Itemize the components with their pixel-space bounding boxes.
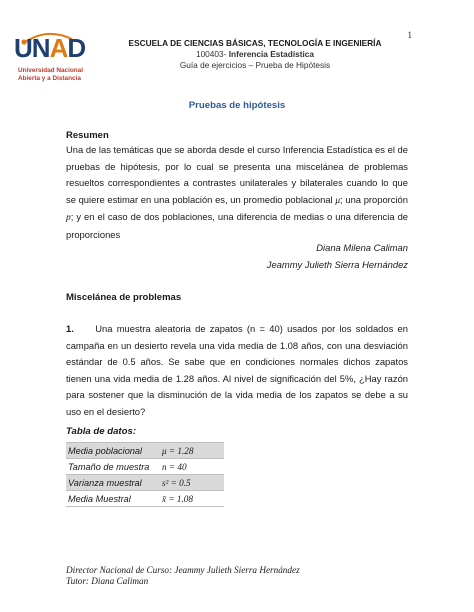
row-label: Media Muestral bbox=[66, 491, 156, 507]
row-label: Tamaño de muestra bbox=[66, 459, 156, 475]
row-label: Media poblacional bbox=[66, 443, 156, 459]
school-name: ESCUELA DE CIENCIAS BÁSICAS, TECNOLOGÍA E INGENIERÍA bbox=[128, 38, 382, 48]
document-title: Pruebas de hipótesis bbox=[188, 100, 286, 111]
row-value: s² = 0.5 bbox=[156, 475, 224, 491]
unad-logo bbox=[14, 34, 98, 86]
row-value: μ = 1.28 bbox=[156, 443, 224, 459]
logo-line-2: Abierta y a Distancia bbox=[18, 75, 81, 82]
guide-subtitle: Guía de ejercicios – Prueba de Hipótesis bbox=[179, 60, 331, 70]
data-table bbox=[66, 442, 224, 507]
summary-heading: Resumen bbox=[66, 130, 109, 141]
problems-heading: Miscelánea de problemas bbox=[66, 292, 182, 303]
table-title: Tabla de datos: bbox=[66, 426, 137, 437]
author-1: Diana Milena Caliman bbox=[316, 242, 408, 253]
row-value: n = 40 bbox=[156, 459, 224, 475]
course-name: Inferencia Estadística bbox=[228, 49, 315, 59]
footer-tutor: Tutor: Diana Caliman bbox=[66, 576, 149, 586]
table-row bbox=[66, 475, 224, 491]
table-row bbox=[66, 443, 224, 459]
problem-number: 1. bbox=[66, 323, 74, 334]
logo-wordmark: UNAD bbox=[14, 33, 86, 63]
p-symbol: p bbox=[66, 213, 71, 223]
problem-text: Una muestra aleatoria de zapatos (n = 40) usados por los soldados en campaña en un desierto revela una vida media de 1.08 años, con una desviación estándar de 0.5 años. Se sabe que en condiciones normales dichos zapatos tienen una vida media de 1.28 años. Al nivel de significación del 5%, ¿Hay razón para sostener que la disminución de la vida media de los zapatos se debe a su uso en el desierto? bbox=[66, 323, 408, 417]
table-row bbox=[66, 459, 224, 475]
problem-1 bbox=[66, 321, 408, 420]
mu-symbol: μ bbox=[335, 195, 341, 206]
page-footer bbox=[66, 565, 300, 587]
summary-paragraph: Una de las temáticas que se aborda desde el curso Inferencia Estadística es el de pruebas de hipótesis, por lo cual se presenta una miscelánea de problemas resueltos correspondientes a contrastes unilaterales y bilaterales cuando lo que se quiere estimar en una población es, un promedio poblacional μ; una proporción p; y en el caso de dos poblaciones, una diferencia de medias o una diferencia de proporciones bbox=[66, 144, 408, 240]
logo-line-1: Universidad Nacional bbox=[18, 67, 83, 74]
logo-subtitle bbox=[18, 67, 83, 83]
course-code: 100403- bbox=[195, 49, 229, 59]
page-number: 1 bbox=[407, 30, 412, 40]
document-header bbox=[110, 38, 400, 71]
course-line bbox=[110, 49, 400, 60]
table-row bbox=[66, 491, 224, 507]
row-value: x̄ = 1.08 bbox=[156, 491, 224, 507]
row-label: Varianza muestral bbox=[66, 475, 156, 491]
author-2: Jeammy Julieth Sierra Hernández bbox=[266, 259, 408, 270]
footer-director: Director Nacional de Curso: Jeammy Julieth Sierra Hernández bbox=[66, 565, 300, 575]
